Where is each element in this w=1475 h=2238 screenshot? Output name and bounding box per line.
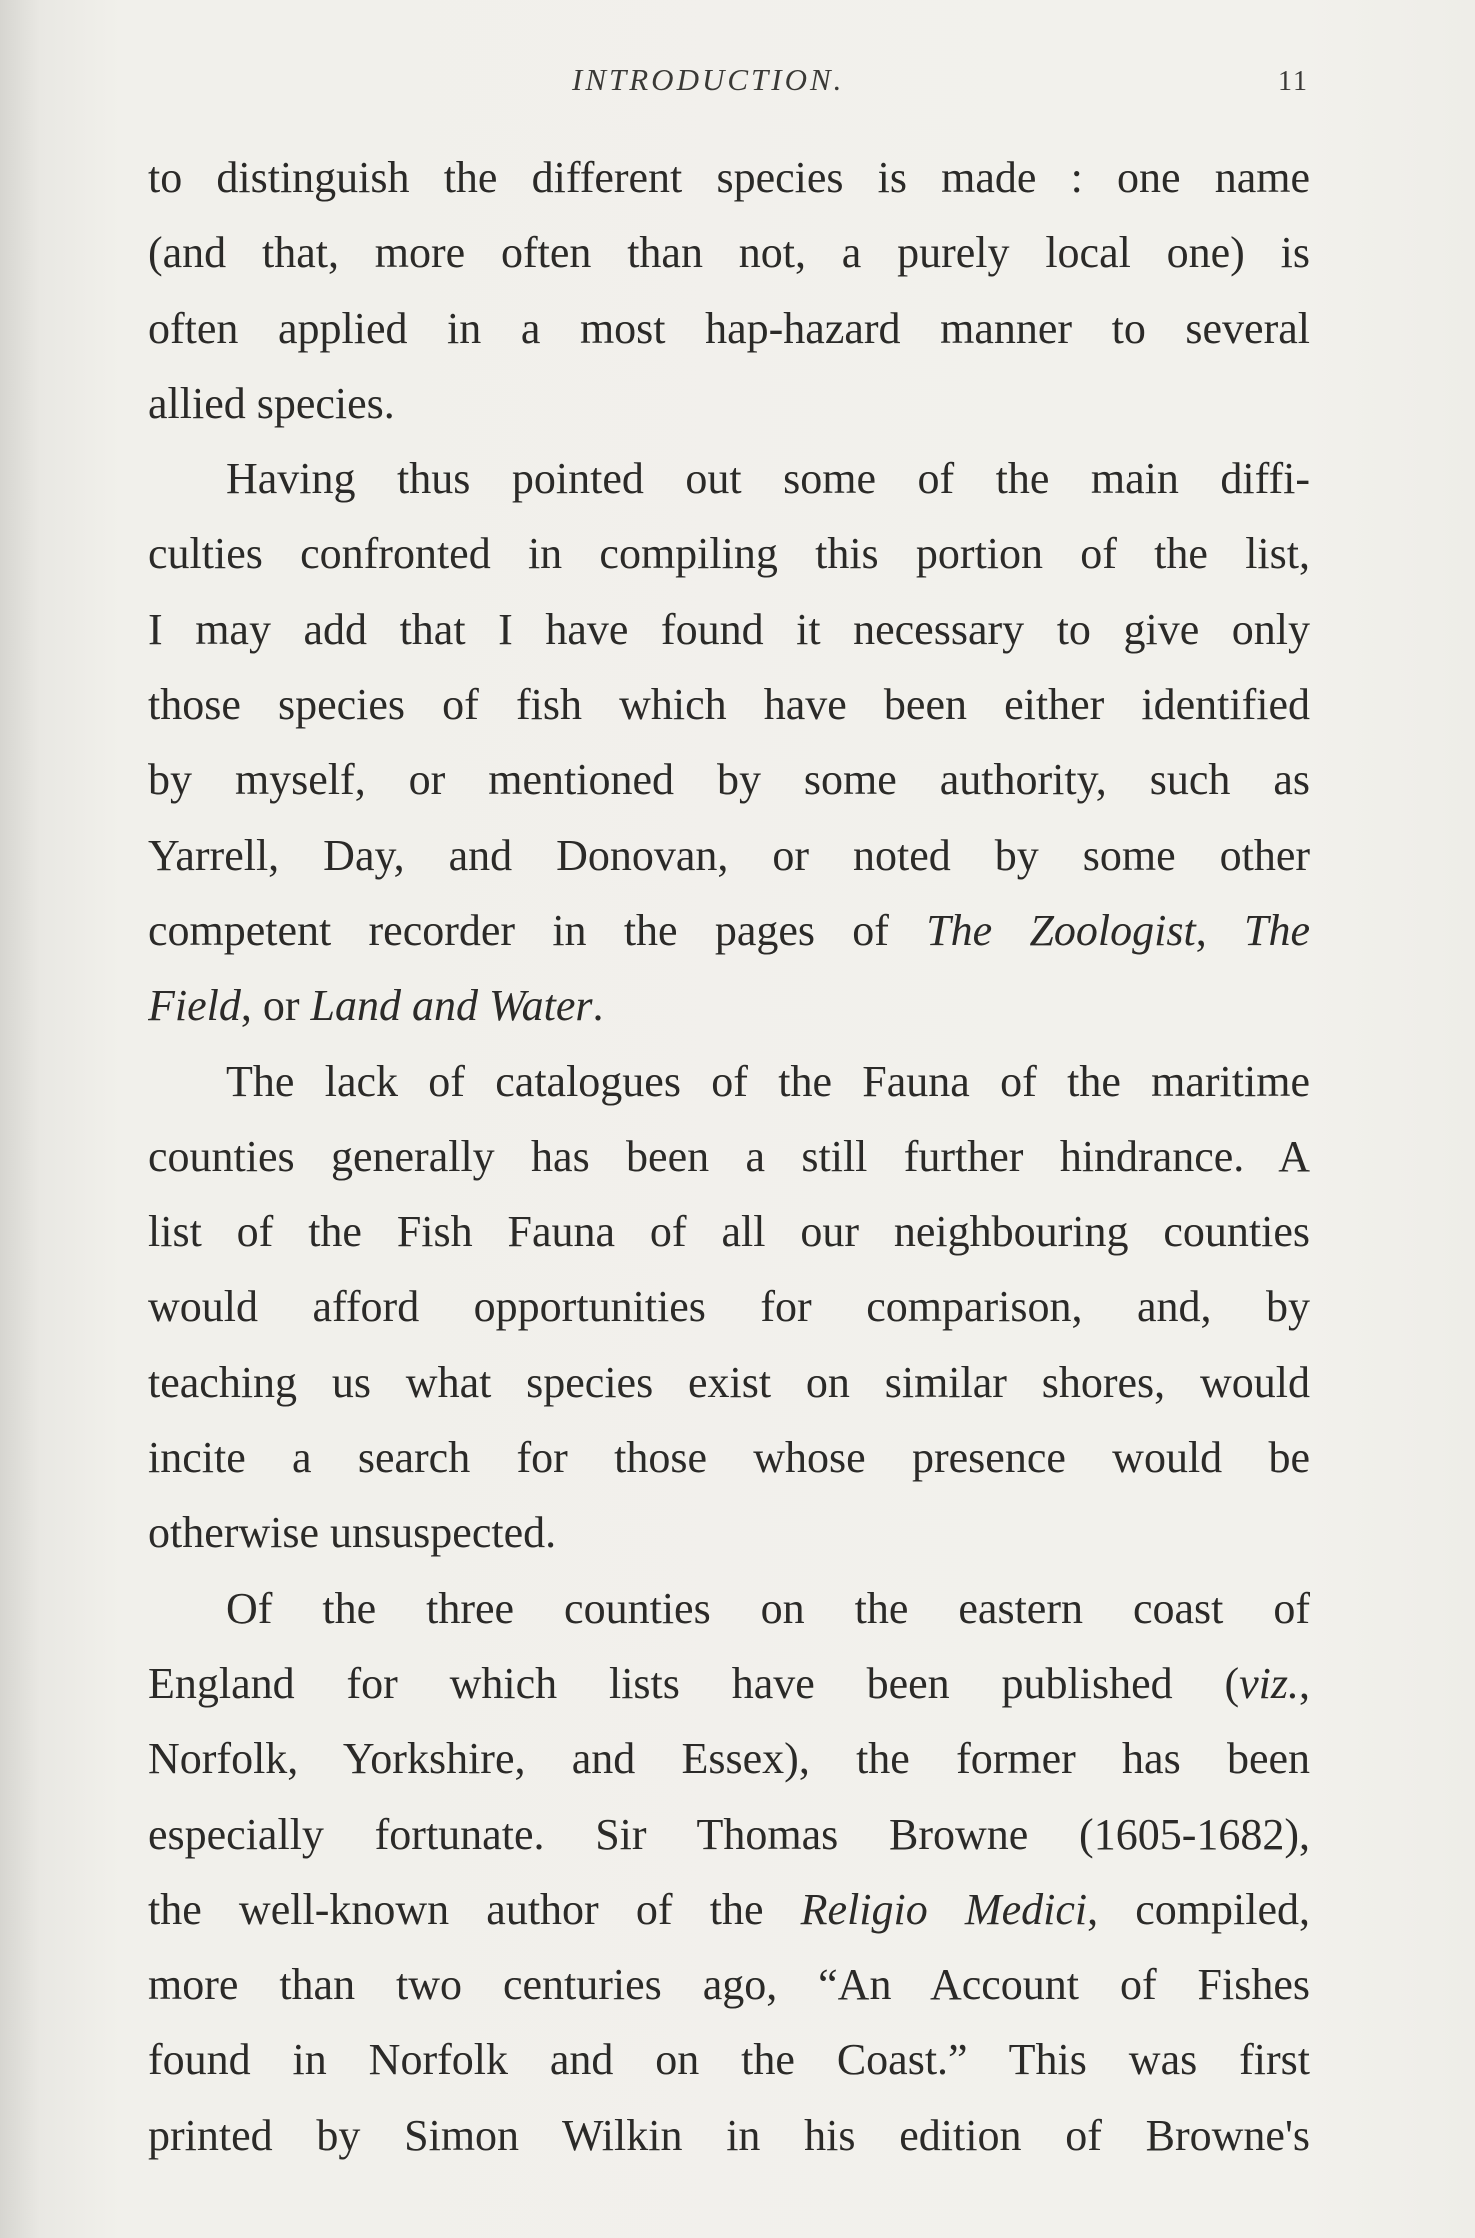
text-line: otherwise unsuspected. bbox=[148, 1508, 557, 1558]
text-segment: . bbox=[592, 981, 604, 1031]
paragraph-first-line: The lack of catalogues of the Fauna of the maritime bbox=[226, 1056, 1310, 1106]
text-line: incite a search for those whose presence would be bbox=[148, 1433, 1310, 1483]
text-line: I may add that I have found it necessary to give only bbox=[148, 604, 1310, 654]
running-head: INTRODUCTION. bbox=[572, 62, 845, 97]
page-header bbox=[0, 62, 1475, 112]
text-line bbox=[148, 1872, 1310, 1947]
text-line: list of the Fish Fauna of all our neighbouring counties bbox=[148, 1207, 1310, 1257]
italic-title: The bbox=[1244, 905, 1310, 955]
text-line: more than two centuries ago, “An Account of Fishes bbox=[148, 1960, 1310, 2010]
text-line: allied species. bbox=[148, 378, 395, 428]
text-line: especially fortunate. Sir Thomas Browne (1605-1682), bbox=[148, 1809, 1310, 1859]
text-line: Yarrell, Day, and Donovan, or noted by some other bbox=[148, 830, 1310, 880]
italic-title: The Zoologist bbox=[926, 905, 1196, 955]
text-line: teaching us what species exist on similar shores, would bbox=[148, 1357, 1310, 1407]
body-text bbox=[148, 140, 1310, 2173]
italic-title: Religio Medici bbox=[800, 1884, 1088, 1934]
text-line: printed by Simon Wilkin in his edition of Browne's bbox=[148, 2110, 1310, 2160]
text-line bbox=[148, 1646, 1310, 1721]
text-line bbox=[148, 893, 1310, 968]
italic-title: Field bbox=[148, 981, 241, 1031]
text-segment: , bbox=[1299, 1658, 1310, 1708]
italic-title: Land and Water bbox=[310, 981, 593, 1031]
text-line: counties generally has been a still further hindrance. A bbox=[148, 1131, 1310, 1181]
text-segment: , or bbox=[240, 981, 311, 1031]
italic-abbreviation: viz. bbox=[1239, 1658, 1299, 1708]
text-line: those species of fish which have been either identified bbox=[148, 680, 1310, 730]
text-line: by myself, or mentioned by some authority, such as bbox=[148, 755, 1310, 805]
text-line: often applied in a most hap-hazard manner to several bbox=[148, 303, 1310, 353]
text-segment: the well-known author of the bbox=[148, 1884, 801, 1934]
paragraph-first-line: Having thus pointed out some of the main diffi- bbox=[226, 454, 1310, 504]
text-line bbox=[148, 968, 1310, 1043]
text-line: (and that, more often than not, a purely local one) is bbox=[148, 228, 1310, 278]
paragraph-first-line: Of the three counties on the eastern coast of bbox=[226, 1583, 1310, 1633]
text-line: Norfolk, Yorkshire, and Essex), the former has been bbox=[148, 1734, 1310, 1784]
text-segment: England for which lists have been published ( bbox=[148, 1658, 1240, 1708]
text-segment: competent recorder in the pages of bbox=[148, 905, 927, 955]
text-segment: , bbox=[1195, 905, 1244, 955]
text-line: to distinguish the different species is made : one name bbox=[148, 153, 1310, 202]
text-line: culties confronted in compiling this portion of the list, bbox=[148, 529, 1310, 579]
text-segment: , compiled, bbox=[1087, 1884, 1310, 1934]
page-number: 11 bbox=[1278, 66, 1309, 97]
text-line: found in Norfolk and on the Coast.” This was first bbox=[148, 2035, 1310, 2085]
text-line: would afford opportunities for comparison, and, by bbox=[148, 1282, 1310, 1332]
